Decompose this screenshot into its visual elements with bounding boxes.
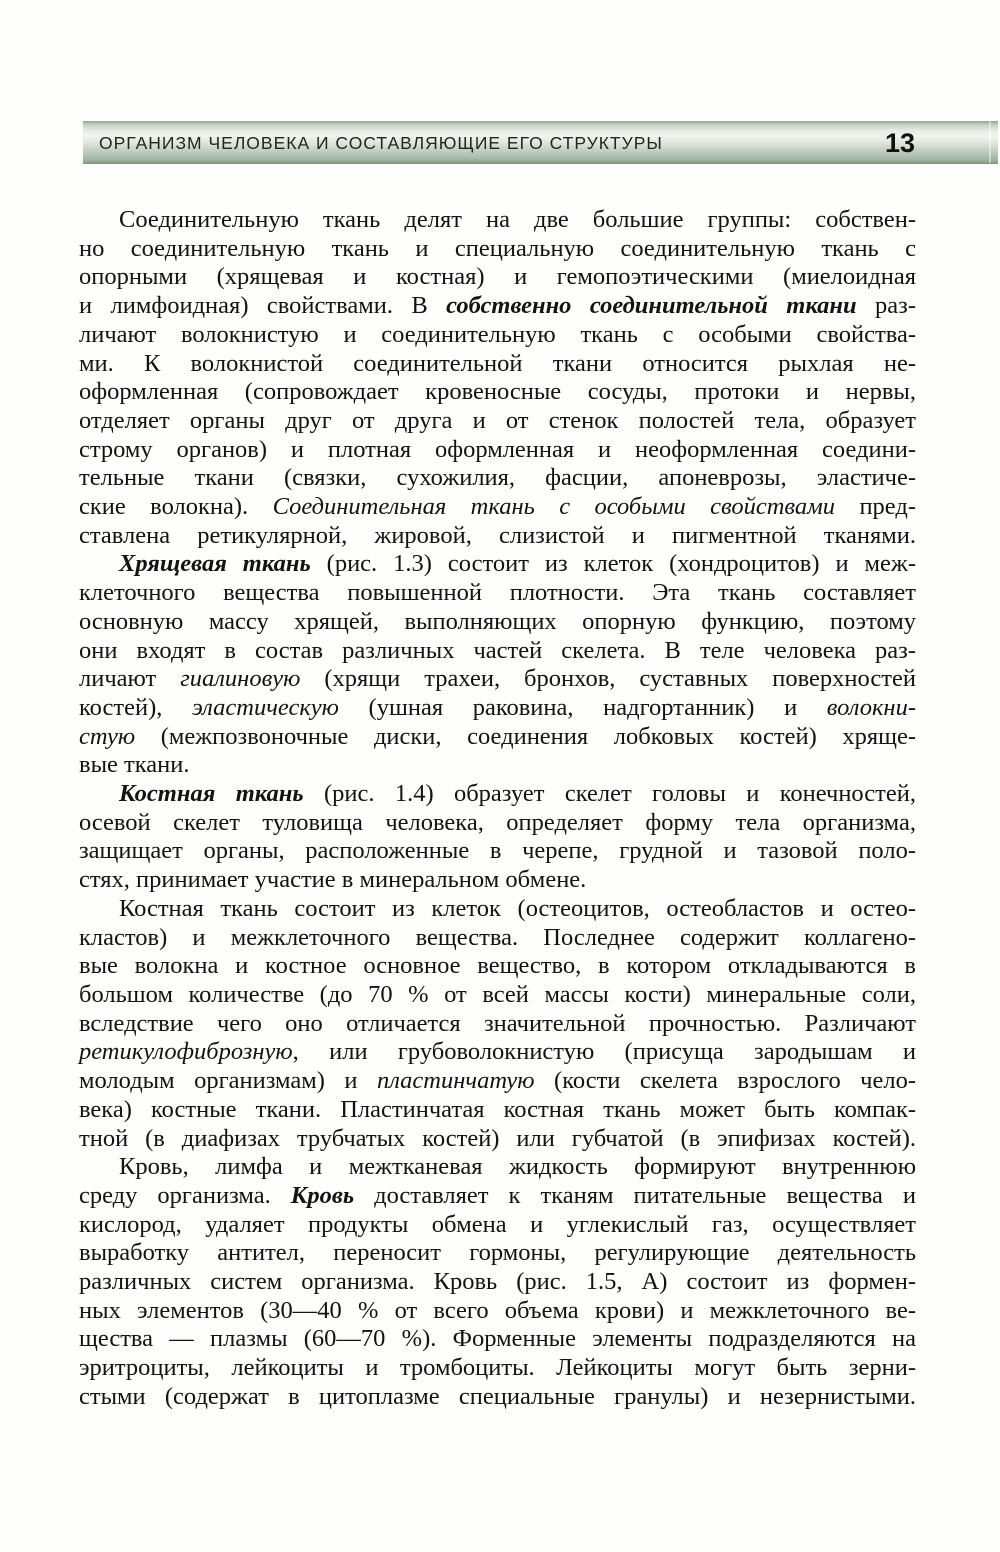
text-line [79,436,916,465]
text-run: (хрящи трахеи, бронхов, суставных поверхностей [300,665,916,693]
text-run: Кровь, лимфа и межтканевая жидкость формируют внутреннюю [119,1153,916,1181]
text-run: , или грубоволокнистую (присуща зародышам и [292,1038,916,1066]
text-line [79,1067,916,1096]
text-line [79,1010,916,1039]
text-line [79,1125,916,1154]
text-line [79,924,916,953]
text-line [79,637,916,666]
chapter-title: ОРГАНИЗМ ЧЕЛОВЕКА И СОСТАВЛЯЮЩИЕ ЕГО СТРУКТУРЫ [99,132,663,153]
term-bold-italic: Костная ткань [119,780,304,808]
text-run: и лимфоидная) свойствами. В [79,292,447,320]
text-run: (ушная раковина, надгортанник) и [338,693,827,721]
text-run: клеточного вещества повышенной плотности. Эта ткань составляет [79,579,916,607]
text-line [79,665,916,694]
text-run: вые ткани. [79,751,190,779]
text-run: (межпозвоночные диски, соединения лобковых костей) хряще- [135,722,916,750]
term-italic: эластическую [191,693,339,721]
text-run: защищает органы, расположенные в черепе, грудной и тазовой поло- [79,837,916,865]
text-run: основную массу хрящей, выполняющих опорную функцию, поэтому [79,607,916,635]
text-run: кислород, удаляет продукты обмена и углекислый газ, осуществляет [79,1210,916,1238]
text-run: костей), [79,693,192,721]
text-run: стях, принимает участие в минеральном обмене. [79,866,587,894]
term-italic: гиалиновую [180,665,301,693]
text-run: Костная ткань состоит из клеток (остеоцитов, остеобластов и остео- [119,894,916,922]
text-line [79,493,916,522]
term-bold-italic: Хрящевая ткань [119,550,311,578]
paragraph [79,895,916,1153]
text-run: (рис. 1.4) образует скелет головы и конечностей, [303,780,916,808]
text-run: щества — плазмы (60—70 %). Форменные элементы подразделяются на [79,1325,916,1353]
text-line [79,1383,916,1412]
text-line [79,866,916,895]
text-line [79,809,916,838]
text-run: кластов) и межклеточного вещества. Последнее содержит коллагено- [79,923,916,951]
text-line [79,1096,916,1125]
text-run: отделяет органы друг от друга и от стенок полостей тела, образует [79,406,916,434]
text-line [79,780,916,809]
text-line [79,522,916,551]
text-line [79,292,916,321]
term-bold-italic: собственно соединительной ткани [446,292,857,320]
paragraph [79,780,916,895]
text-run: различных систем организма. Кровь (рис. 1.5, А) состоит из формен- [79,1268,916,1296]
text-run: выработку антител, переносит гормоны, регулирующие деятельность [79,1239,916,1267]
term-italic: пластинчатую [376,1067,535,1095]
text-run: (кости скелета взрослого чело- [534,1067,916,1095]
text-run: вследствие чего оно отличается значительной прочностью. Различают [79,1009,916,1037]
text-run: доставляет к тканям питательные вещества и [354,1181,916,1209]
text-line [79,407,916,436]
page-number: 13 [884,127,915,158]
text-line [79,1325,916,1354]
term-italic: стую [79,722,136,750]
text-run: ми. К волокнистой соединительной ткани относится рыхлая не- [79,349,916,377]
text-line [79,1239,916,1268]
text-line [79,550,916,579]
text-line [79,350,916,379]
paragraph [79,1153,916,1411]
text-run: пред- [835,493,916,521]
text-line [79,206,916,235]
text-line [79,378,916,407]
text-run: тной (в диафизах трубчатых костей) или губчатой (в эпифизах костей). [79,1124,916,1152]
text-line [79,694,916,723]
term-italic: ретикулофиброзную [79,1038,293,1066]
text-line [79,1153,916,1182]
text-run: ных элементов (30—40 % от всего объема крови) и межклеточного ве- [79,1296,916,1324]
text-run: они входят в состав различных частей скелета. В теле человека раз- [79,636,916,664]
text-run: осевой скелет туловища человека, определяет форму тела организма, [79,808,916,836]
text-run: тельные ткани (связки, сухожилия, фасции, апоневрозы, эластиче- [79,464,916,492]
text-run: (рис. 1.3) состоит из клеток (хондроцитов) и меж- [310,550,916,578]
text-line [79,895,916,924]
text-run: ставлена ретикулярной, жировой, слизистой и пигментной тканями. [79,521,916,549]
text-line [79,837,916,866]
text-run: личают [79,665,181,693]
text-line [79,1297,916,1326]
running-header-bar [83,121,998,164]
text-run: оформленная (сопровождает кровеносные сосуды, протоки и нервы, [79,378,916,406]
text-run: века) костные ткани. Пластинчатая костная ткань может быть компак- [79,1095,916,1123]
text-run: личают волокнистую и соединительную ткань с особыми свойства- [79,320,916,348]
text-line [79,751,916,780]
term-italic: волокни- [826,693,916,721]
text-run: эритроциты, лейкоциты и тромбоциты. Лейкоциты могут быть зерни- [79,1354,916,1382]
text-run: вые волокна и костное основное вещество, в котором откладываются в [79,952,916,980]
text-run: Соединительную ткань делят на две большие группы: собствен- [119,206,916,233]
text-run: ские волокна). [79,493,273,521]
text-line [79,1038,916,1067]
text-run: среду организма. [79,1181,291,1209]
text-line [79,1268,916,1297]
text-line [79,1211,916,1240]
text-run: большом количестве (до 70 % от всей массы кости) минеральные соли, [79,980,916,1008]
text-line [79,608,916,637]
text-run: молодым организмам) и [79,1067,377,1095]
text-line [79,981,916,1010]
paragraph [79,550,916,780]
term-italic: Соединительная ткань с особыми свойствами [272,493,836,521]
text-line [79,464,916,493]
paragraph [79,206,916,550]
text-run: опорными (хрящевая и костная) и гемопоэтическими (миелоидная [79,263,916,291]
text-run: но соединительную ткань и специальную соединительную ткань с [79,234,916,262]
text-line [79,1182,916,1211]
text-line [79,952,916,981]
text-line [79,321,916,350]
text-line [79,723,916,752]
text-line [79,263,916,292]
text-run: строму органов) и плотная оформленная и неоформленная соедини- [79,435,916,463]
text-line [79,579,916,608]
text-line [79,235,916,264]
text-run: стыми (содержат в цитоплазме специальные гранулы) и незернистыми. [79,1382,916,1410]
text-line [79,1354,916,1383]
term-bold-italic: Кровь [290,1181,355,1209]
text-block [79,206,916,1412]
text-run: раз- [856,292,916,320]
